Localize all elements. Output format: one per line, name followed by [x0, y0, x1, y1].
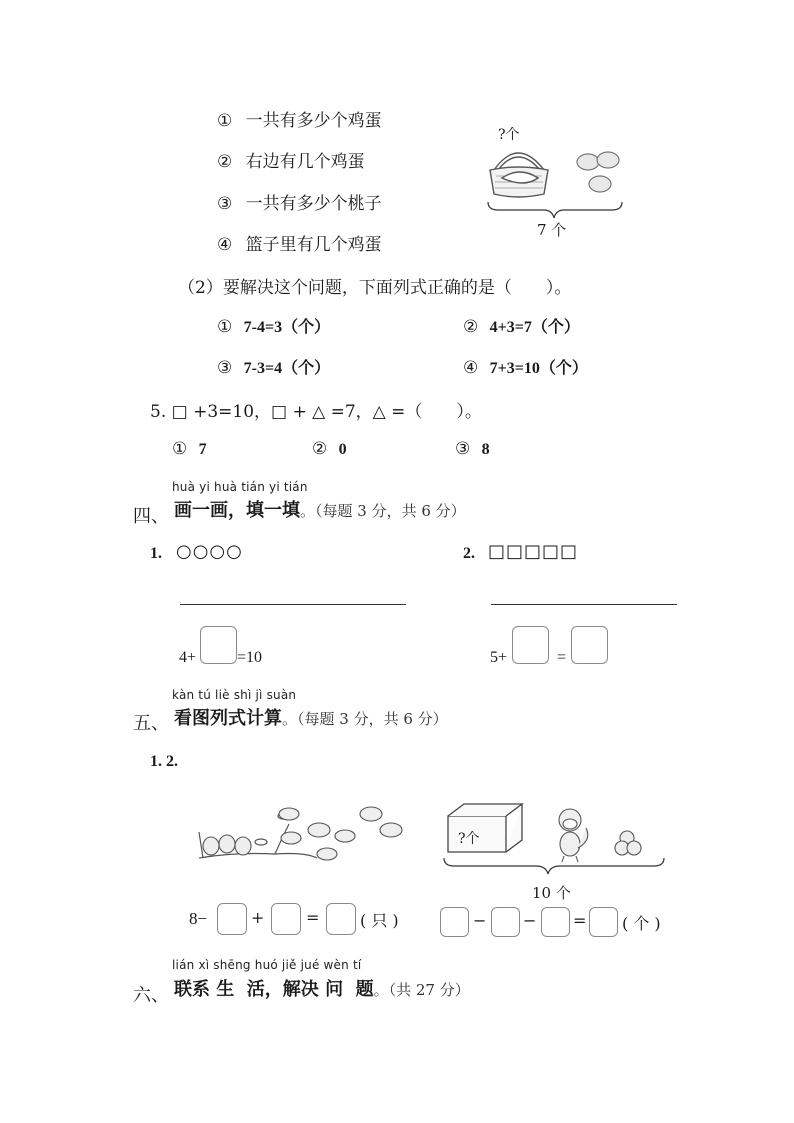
option-mark: ④ — [463, 358, 479, 378]
birds-illustration — [195, 796, 417, 868]
eq1-answer-box-1[interactable] — [217, 903, 247, 935]
option-text: 7-4=3（个） — [243, 319, 331, 336]
section5-note: 。（每题 3 分，共 6 分） — [282, 710, 448, 728]
s4-item2-answer-box-1[interactable] — [512, 626, 549, 664]
s4-item1-circles: ○○○○ — [176, 541, 243, 562]
s4-item1-answer-line[interactable] — [180, 604, 406, 605]
q4-option-4[interactable] — [217, 230, 382, 255]
option-mark: ③ — [217, 194, 233, 214]
q5-option-3[interactable] — [455, 439, 490, 459]
q4-sub2-option-1[interactable] — [217, 314, 330, 337]
s4-item1-label: 1. — [150, 545, 162, 562]
eq2-answer-box-3[interactable] — [541, 907, 570, 937]
eq2-answer-box-2[interactable] — [491, 907, 520, 937]
option-mark: ① — [217, 317, 233, 337]
q4-sub2-option-2[interactable] — [463, 314, 580, 337]
figure-total-label: 7 个 — [537, 221, 567, 239]
section5-pinyin: kàn tú liè shì jì suàn — [172, 688, 297, 702]
brace — [488, 202, 622, 218]
eq1-answer-box-2[interactable] — [271, 903, 301, 935]
eq1-equals: = — [306, 908, 320, 927]
option-mark: ④ — [217, 235, 233, 255]
option-text: 篮子里有几个鸡蛋 — [245, 235, 382, 255]
q4-sub2-option-4[interactable] — [463, 355, 588, 378]
section6-pinyin: lián xì shēng huó jiě jué wèn tí — [172, 958, 362, 972]
option-mark: ② — [312, 439, 328, 459]
option-mark: ② — [217, 152, 233, 172]
bird-icon — [203, 807, 402, 860]
q4-option-3[interactable] — [217, 189, 382, 214]
section6-number: 六、 — [133, 985, 169, 1006]
monkey-icon — [559, 809, 588, 862]
option-text: 一共有多少个鸡蛋 — [245, 111, 382, 131]
s4-item2-squares: □□□□□ — [488, 541, 579, 562]
s4-item1-eq-right: =10 — [237, 649, 263, 666]
s5-items-label: 1. 2. — [150, 753, 178, 770]
figure-question-label: ?个 — [498, 127, 520, 143]
eq2-answer-box-4[interactable] — [589, 907, 618, 937]
s4-item2-label: 2. — [463, 545, 475, 562]
option-text: 7+3=10（个） — [489, 360, 588, 377]
brace — [444, 858, 664, 874]
q4-sub2-option-3[interactable] — [217, 355, 330, 378]
eq1-answer-box-3[interactable] — [326, 903, 356, 935]
option-text: 4+3=7（个） — [489, 319, 580, 336]
s4-item2-answer-line[interactable] — [491, 604, 677, 605]
q4-sub2-prompt: （2）要解决这个问题，下面列式正确的是（ ）。 — [178, 278, 572, 298]
s4-item1-answer-box[interactable] — [200, 626, 237, 664]
eq2-minus-1: − — [473, 911, 487, 930]
eq2-answer-box-1[interactable] — [440, 907, 469, 937]
eq1-plus: + — [251, 908, 265, 927]
eq2-equals: = — [573, 911, 587, 930]
section6-note: 。（共 27 分） — [373, 981, 470, 999]
s4-item2-answer-box-2[interactable] — [571, 626, 608, 664]
eq1-start: 8− — [189, 909, 208, 928]
section5-number: 五、 — [133, 713, 169, 734]
q5-option-1[interactable] — [172, 439, 207, 459]
option-text: 8 — [481, 441, 490, 458]
option-text: 7-3=4（个） — [243, 360, 331, 377]
fig2-total-label: 10 个 — [532, 884, 571, 902]
option-mark: ② — [463, 317, 479, 337]
eq2-unit: ( 个 ) — [622, 914, 661, 933]
option-mark: ③ — [455, 439, 471, 459]
section4-note: 。（每题 3 分，共 6 分） — [300, 502, 466, 520]
eq2-minus-2: − — [523, 911, 537, 930]
option-mark: ① — [217, 111, 233, 131]
q5-option-2[interactable] — [312, 439, 347, 459]
section6-title: 联系 生 活，解决 问 题 — [174, 979, 374, 1000]
q4-option-1[interactable] — [217, 106, 382, 131]
section6-heading — [174, 975, 470, 1001]
q4-option-2[interactable] — [217, 147, 365, 172]
section4-pinyin: huà yi huà tián yi tián — [172, 480, 308, 494]
s4-item2-eq-mid: = — [557, 649, 567, 666]
box-question-label: ?个 — [458, 831, 480, 847]
option-mark: ③ — [217, 358, 233, 378]
section5-heading — [174, 704, 448, 730]
peach-icon — [615, 831, 641, 855]
eq1-unit: ( 只 ) — [360, 911, 399, 930]
option-mark: ① — [172, 439, 188, 459]
section4-title: 画一画，填一填 — [174, 500, 300, 521]
option-text: 7 — [198, 441, 207, 458]
option-text: 一共有多少个桃子 — [245, 194, 382, 214]
option-text: 0 — [338, 441, 347, 458]
egg-icon — [577, 152, 619, 192]
s4-item2-eq-left: 5+ — [490, 649, 508, 666]
section4-number: 四、 — [133, 506, 169, 527]
basket-icon — [490, 153, 548, 197]
s4-item1-eq-left: 4+ — [179, 649, 197, 666]
section4-heading — [174, 496, 466, 522]
option-text: 右边有几个鸡蛋 — [245, 152, 365, 172]
q5-prompt: 5. □ +3=10，□ + △ =7，△ =（ ）。 — [150, 402, 482, 422]
section5-title: 看图列式计算 — [174, 708, 282, 729]
